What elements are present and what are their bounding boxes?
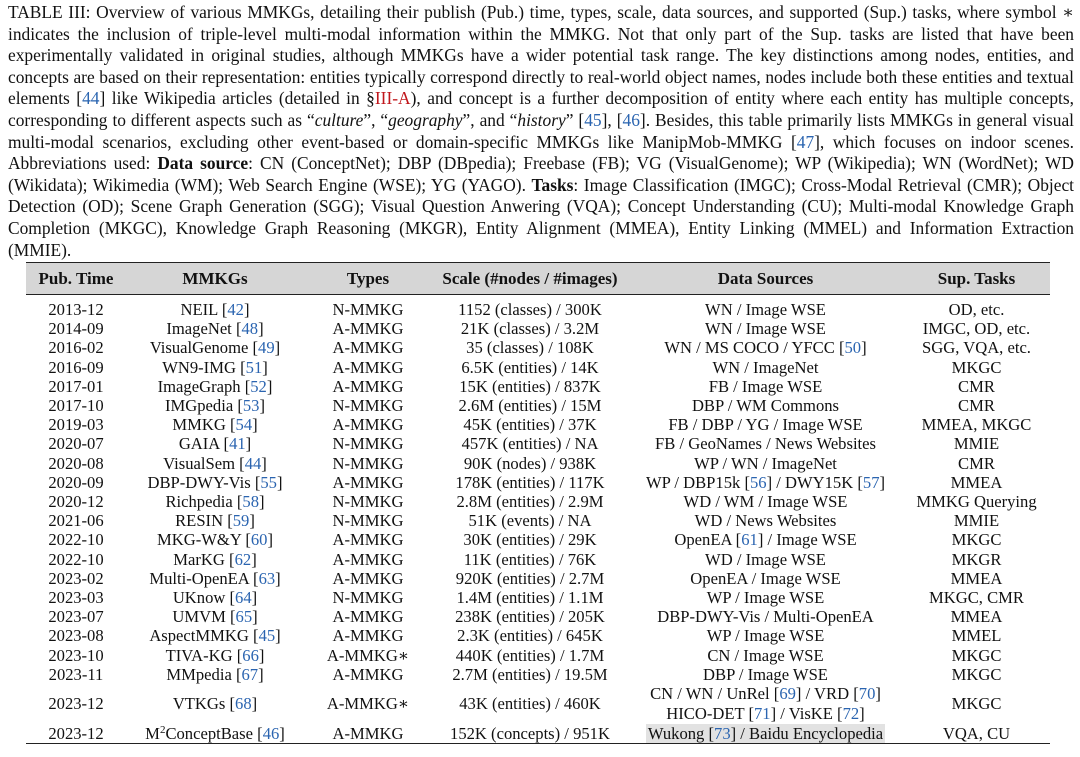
table-row: 2017-10 IMGpedia [53] N-MMKG 2.6M (entities) / 15M DBP / WM Commons CMR [48, 396, 995, 416]
table-header-row [26, 263, 1050, 295]
citation-link[interactable]: 53 [242, 396, 260, 416]
table-row: 2023-02 Multi-OpenEA [63] A-MMKG 920K (entities) / 2.7M OpenEA / Image WSE MMEA [48, 568, 1003, 588]
header-pub-time: Pub. Time [26, 263, 126, 295]
citation-link[interactable]: 73 [714, 724, 731, 744]
header-data-sources: Data Sources [628, 263, 903, 295]
citation-link[interactable]: 63 [258, 568, 276, 588]
table-row: 2023-10 TIVA-KG [66] A-MMKG∗ 440K (entities) / 1.7M CN / Image WSE MKGC [48, 645, 1002, 665]
table-row: 2023-11 MMpedia [67] A-MMKG 2.7M (entities) / 19.5M DBP / Image WSE MKGC [48, 664, 1002, 684]
table-row: 2019-03 MMKG [54] A-MMKG 45K (entities) / 37K FB / DBP / YG / Image WSE MMEA, MKGC [48, 415, 1032, 435]
citation-link[interactable]: 47 [796, 131, 815, 152]
citation-link[interactable]: 46 [622, 109, 640, 130]
citation-link[interactable]: 50 [844, 338, 862, 358]
table-row: 2020-12 Richpedia [58] N-MMKG 2.8M (entities) / 2.9M WD / WM / Image WSE MMKG Querying [48, 492, 1037, 512]
table-row: 2020-09 DBP-DWY-Vis [55] A-MMKG 178K (entities) / 117K WP / DBP15k [56] / DWY15K [57] MMEA [48, 472, 1003, 492]
citation-link[interactable]: 56 [749, 472, 767, 492]
citation-link[interactable]: 42 [227, 300, 244, 319]
header-scale: Scale (#nodes / #images) [432, 263, 628, 295]
section-link[interactable]: III-A [374, 88, 411, 109]
table-row: 2013-12 NEIL [42] N-MMKG 1152 (classes) / 300K WN / Image WSE OD, etc. [48, 300, 1005, 319]
table-row: 2023-08 AspectMMKG [45] A-MMKG 2.3K (entities) / 645K WP / Image WSE MMEL [48, 626, 1002, 646]
citation-link[interactable]: 71 [754, 704, 771, 724]
citation-link[interactable]: 46 [262, 724, 280, 744]
table-row: 2014-09 ImageNet [48] A-MMKG 21K (classes) / 3.2M WN / Image WSE IMGC, OD, etc. [48, 319, 1031, 339]
citation-link[interactable]: 69 [779, 684, 796, 704]
table-row: 2023-12 VTKGs [68] A-MMKG∗ 43K (entities) / 460K CN / WN / UnRel [69] / VRD [70] HICO-DET [71] / VisKE [72] MKGC [48, 684, 1002, 724]
citation-link[interactable]: 64 [235, 588, 252, 608]
citation-link[interactable]: 45 [258, 626, 276, 646]
table-row: 2023-07 UMVM [65] A-MMKG 238K (entities) / 205K DBP-DWY-Vis / Multi-OpenEA MMEA [48, 607, 1003, 627]
citation-link[interactable]: 67 [241, 664, 259, 684]
table-row: 2016-09 WN9-IMG [51] A-MMKG 6.5K (entities) / 14K WN / ImageNet MKGC [48, 357, 1002, 377]
table-row: 2023-03 UKnow [64] N-MMKG 1.4M (entities) / 1.1M WP / Image WSE MKGC, CMR [48, 588, 1024, 608]
citation-link[interactable]: 60 [250, 530, 268, 550]
citation-link[interactable]: 52 [250, 376, 267, 396]
citation-link[interactable]: 44 [82, 88, 100, 109]
mmkg-table [26, 262, 1050, 744]
citation-link[interactable]: 45 [584, 109, 602, 130]
table-row: 2020-08 VisualSem [44] N-MMKG 90K (nodes) / 938K WP / WN / ImageNet CMR [48, 453, 995, 473]
table-row: 2022-10 MarKG [62] A-MMKG 11K (entities) / 76K WD / Image WSE MKGR [48, 549, 1002, 569]
table-row: 2016-02 VisualGenome [49] A-MMKG 35 (classes) / 108K WN / MS COCO / YFCC [50] SGG, VQA, etc. [48, 338, 1031, 358]
citation-link[interactable]: 49 [258, 338, 275, 358]
header-mmkgs: MMKGs [126, 263, 304, 295]
citation-link[interactable]: 58 [242, 492, 260, 512]
citation-link[interactable]: 57 [862, 472, 880, 492]
citation-link[interactable]: 70 [858, 684, 876, 704]
citation-link[interactable]: 66 [242, 645, 259, 665]
table-caption: TABLE III: Overview of various MMKGs, detailing their publish (Pub.) time, types, scale, data sources, and supported (Sup.) tasks, where symbol ∗ indicates the inclusion of triple-level multi-modal information within the MMKG. Not that only part of the Sup. tasks are listed that have been experimentally validated in original studies, although MMKGs have a wider potential task range. The key distinctions among nodes, entities, and concepts are based on their representation: entities typically correspond directly to real-world object names, nodes include both these entities and textual elements [44] like Wikipedia articles (detailed in §III-A), and concept is a further decomposition of entity where each entity has multiple concepts, corresponding to different aspects such as “culture”, “geography”, and “history” [45], [46]. Besides, this table primarily lists MMKGs in general visual multi-modal scenarios, excluding other event-based or domain-specific MMKGs like ManipMob-MMKG [47], which focuses on indoor scenes. Abbreviations used: Data source: CN (ConceptNet); DBP (DBpedia); Freebase (FB); VG (VisualGenome); WP (Wikipedia); WN (WordNet); WD (Wikidata); Wikimedia (WM); Web Search Engine (WSE); YG (YAGO). Tasks: Image Classification (IMGC); Cross-Modal Retrieval (CMR); Object Detection (OD); Scene Graph Generation (SGG); Visual Question Anwering (VQA); Concept Understanding (CU); Multi-modal Knowledge Graph Completion (MKGC), Knowledge Graph Reasoning (MKGR), Entity Alignment (MMEA), Entity Linking (MMEL) and Information Extraction (MMIE). [8, 2, 1075, 260]
table-row: 2020-07 GAIA [41] N-MMKG 457K (entities) / NA FB / GeoNames / News Websites MMIE [48, 434, 1000, 454]
citation-link[interactable]: 65 [235, 607, 253, 627]
citation-link[interactable]: 54 [235, 415, 253, 435]
citation-link[interactable]: 72 [842, 704, 860, 724]
citation-link[interactable]: 51 [245, 357, 263, 377]
citation-link[interactable]: 62 [234, 549, 252, 569]
citation-link[interactable]: 48 [241, 319, 259, 339]
highlighted-source: Wukong [73] / Baidu Encyclopedia [647, 724, 884, 744]
header-types: Types [304, 263, 432, 295]
citation-link[interactable]: 41 [229, 434, 246, 454]
header-sup-tasks: Sup. Tasks [903, 263, 1050, 295]
citation-link[interactable]: 61 [741, 530, 758, 550]
citation-link[interactable]: 44 [244, 453, 262, 473]
citation-link[interactable]: 55 [260, 472, 277, 492]
table-row: 2017-01 ImageGraph [52] A-MMKG 15K (entities) / 837K FB / Image WSE CMR [48, 376, 995, 396]
table-row: 2021-06 RESIN [59] N-MMKG 51K (events) / NA WD / News Websites MMIE [48, 511, 1000, 531]
citation-link[interactable]: 59 [232, 511, 250, 531]
citation-link[interactable]: 68 [235, 694, 252, 714]
table-row: 2023-12 $M^2ConceptBase$ [46] A-MMKG 152K (concepts) / 951K Wukong [73] / Baidu Encyclopedia VQA, CU [26, 724, 1050, 744]
table-row: 2022-10 MKG-W&Y [60] A-MMKG 30K (entities) / 29K OpenEA [61] / Image WSE MKGC [48, 530, 1002, 550]
